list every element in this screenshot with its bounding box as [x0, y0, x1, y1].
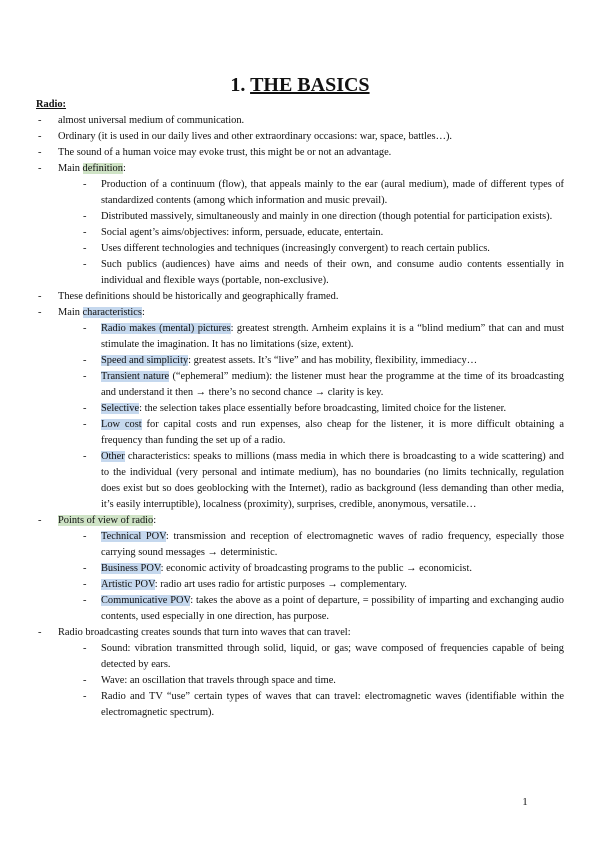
sublist-item: - Wave: an oscillation that travels through space and time.	[58, 673, 564, 689]
sublist-item: - Selective: the selection takes place essentially before broadcasting, limited choice for the listener.	[58, 401, 564, 417]
sublist-item: - Social agent’s aims/objectives: inform, persuade, educate, entertain.	[58, 225, 564, 241]
sublist-item: - Transient nature (“ephemeral” medium): the listener must hear the programme at the time of its broadcasting and understand it then → there’s no second chance → clarity is key.	[58, 369, 564, 401]
title-text: THE BASICS	[250, 74, 370, 96]
sublist-item: - Communicative POV: takes the above as a point of departure, = possibility of imparting and exchanging audio contents, used especially in one direction, has purpose.	[58, 593, 564, 625]
section-heading: Radio:	[36, 99, 67, 110]
page-number: 1	[522, 796, 528, 808]
sublist-item: - Such publics (audiences) have aims and needs of their own, and consume audio contents essentially in individual and flexible ways (portable, non-exclusive).	[58, 257, 564, 289]
pov-sublist	[58, 529, 564, 625]
list-item: - Ordinary (it is used in our daily lives and other extraordinary occasions: war, space, battles…).	[36, 129, 564, 145]
sublist-item: - Technical POV: transmission and reception of electromagnetic waves of radio frequency, especially those carrying sound messages → deterministic.	[58, 529, 564, 561]
highlight-term: Communicative POV	[101, 595, 191, 606]
sublist-item: - Other characteristics: speaks to millions (mass media in which there is broadcasting to a wide scattering) and to the individual (very personal and intimate medium), has no boundaries (no limits technically, regulation does exist but so does geoblocking with the Internet), radio as background (less demanding than other media, it’s easily interruptible), localness (proximity), surprises, credible, anonymous, versatile…	[58, 449, 564, 513]
highlight-characteristics: characteristics	[82, 307, 142, 318]
highlight-term: Low cost	[101, 419, 142, 430]
title-number: 1.	[230, 74, 246, 96]
highlight-points-of-view: Points of view of radio	[58, 515, 154, 526]
highlight-term: Artistic POV	[101, 579, 155, 590]
characteristics-sublist	[58, 321, 564, 513]
list-item: - The sound of a human voice may evoke trust, this might be or not an advantage.	[36, 145, 564, 161]
highlight-term: Technical POV	[101, 531, 166, 542]
list-item-points-of-view: - Points of view of radio: - Technical POV: transmission and reception of electromagnetic waves of radio frequency, especially those carrying sound messages → deterministic. - Business POV: economic activity of broadcasting programs to the public → economicist. - Artistic POV: radio art uses radio for artistic purposes → complementary. - Communicative POV: takes the above as a point of departure, = possibility of imparting and exchanging audio contents, used especially in one direction, has purpose.	[36, 513, 564, 625]
sublist-item: - Speed and simplicity: greatest assets. It’s “live” and has mobility, flexibility, immediacy…	[58, 353, 564, 369]
list-item: - almost universal medium of communication.	[36, 113, 564, 129]
highlight-term: Transient nature	[101, 371, 170, 382]
sublist-item: - Production of a continuum (flow), that appeals mainly to the ear (aural medium), made of different types of standardized contents (among which information and music prevail).	[58, 177, 564, 209]
highlight-term: Business POV	[101, 563, 161, 574]
page-title	[0, 73, 600, 97]
sublist-item: - Radio and TV “use” certain types of waves that can travel: electromagnetic waves (identifiable within the electromagnetic spectrum).	[58, 689, 564, 721]
list-item-waves: - Radio broadcasting creates sounds that turn into waves that can travel: - Sound: vibration transmitted through solid, liquid, or gas; wave composed of frequencies capable of being detected by ears. - Wave: an oscillation that travels through space and time. - Radio and TV “use” certain types of waves that can travel: electromagnetic waves (identifiable within the electromagnetic spectrum).	[36, 625, 564, 721]
waves-sublist	[58, 641, 564, 721]
sublist-item: - Sound: vibration transmitted through solid, liquid, or gas; wave composed of frequencies capable of being detected by ears.	[58, 641, 564, 673]
sublist-item: - Low cost for capital costs and run expenses, also cheap for the listener, it is more difficult obtaining a frequency than funding the set up of a radio.	[58, 417, 564, 449]
list-item-definition: - Main definition: - Production of a continuum (flow), that appeals mainly to the ear (aural medium), made of different types of standardized contents (among which information and music prevail). - Distributed massively, simultaneously and mainly in one direction (though potential for participation exists). - Social agent’s aims/objectives: inform, persuade, educate, entertain. - Uses different technologies and techniques (increasingly convergent) to reach certain publics. - Such publics (audiences) have aims and needs of their own, and consume audio contents essentially in individual and flexible ways (portable, non-exclusive).	[36, 161, 564, 289]
sublist-item: - Radio makes (mental) pictures: greatest strength. Arnheim explains it is a “blind medium” that can and must stimulate the imagination. It has no limitations (size, extent).	[58, 321, 564, 353]
highlight-term: Selective	[101, 403, 140, 414]
sublist-item: - Artistic POV: radio art uses radio for artistic purposes → complementary.	[58, 577, 564, 593]
main-list	[36, 113, 564, 721]
highlight-definition: definition	[82, 163, 123, 174]
highlight-term: Other	[101, 451, 125, 462]
sublist-item: - Business POV: economic activity of broadcasting programs to the public → economicist.	[58, 561, 564, 577]
sublist-item: - Uses different technologies and techniques (increasingly convergent) to reach certain publics.	[58, 241, 564, 257]
definition-sublist	[58, 177, 564, 289]
document-body	[36, 97, 564, 721]
highlight-term: Speed and simplicity	[101, 355, 189, 366]
list-item: - These definitions should be historically and geographically framed.	[36, 289, 564, 305]
sublist-item: - Distributed massively, simultaneously and mainly in one direction (though potential for participation exists).	[58, 209, 564, 225]
list-item-characteristics: - Main characteristics: - Radio makes (mental) pictures: greatest strength. Arnheim explains it is a “blind medium” that can and must stimulate the imagination. It has no limitations (size, extent). - Speed and simplicity: greatest assets. It’s “live” and has mobility, flexibility, immediacy… - Transient nature (“ephemeral” medium): the listener must hear the programme at the time of its broadcasting and understand it then → there’s no second chance → clarity is key. - Selective: the selection takes place essentially before broadcasting, limited choice for the listener. - Low cost for capital costs and run expenses, also cheap for the listener, it is more difficult obtaining a frequency than funding the set up of a radio. - Other characteristics: speaks to millions (mass media in which there is broadcasting to a wide scattering) and to the individual (very personal and intimate medium), has no boundaries (no limits technically, regulation does exist but so does geoblocking with the Internet), radio as background (less demanding than other media, it’s easily interruptible), localness (proximity), surprises, credible, anonymous, versatile…	[36, 305, 564, 513]
highlight-term: Radio makes (mental) pictures	[101, 323, 231, 334]
